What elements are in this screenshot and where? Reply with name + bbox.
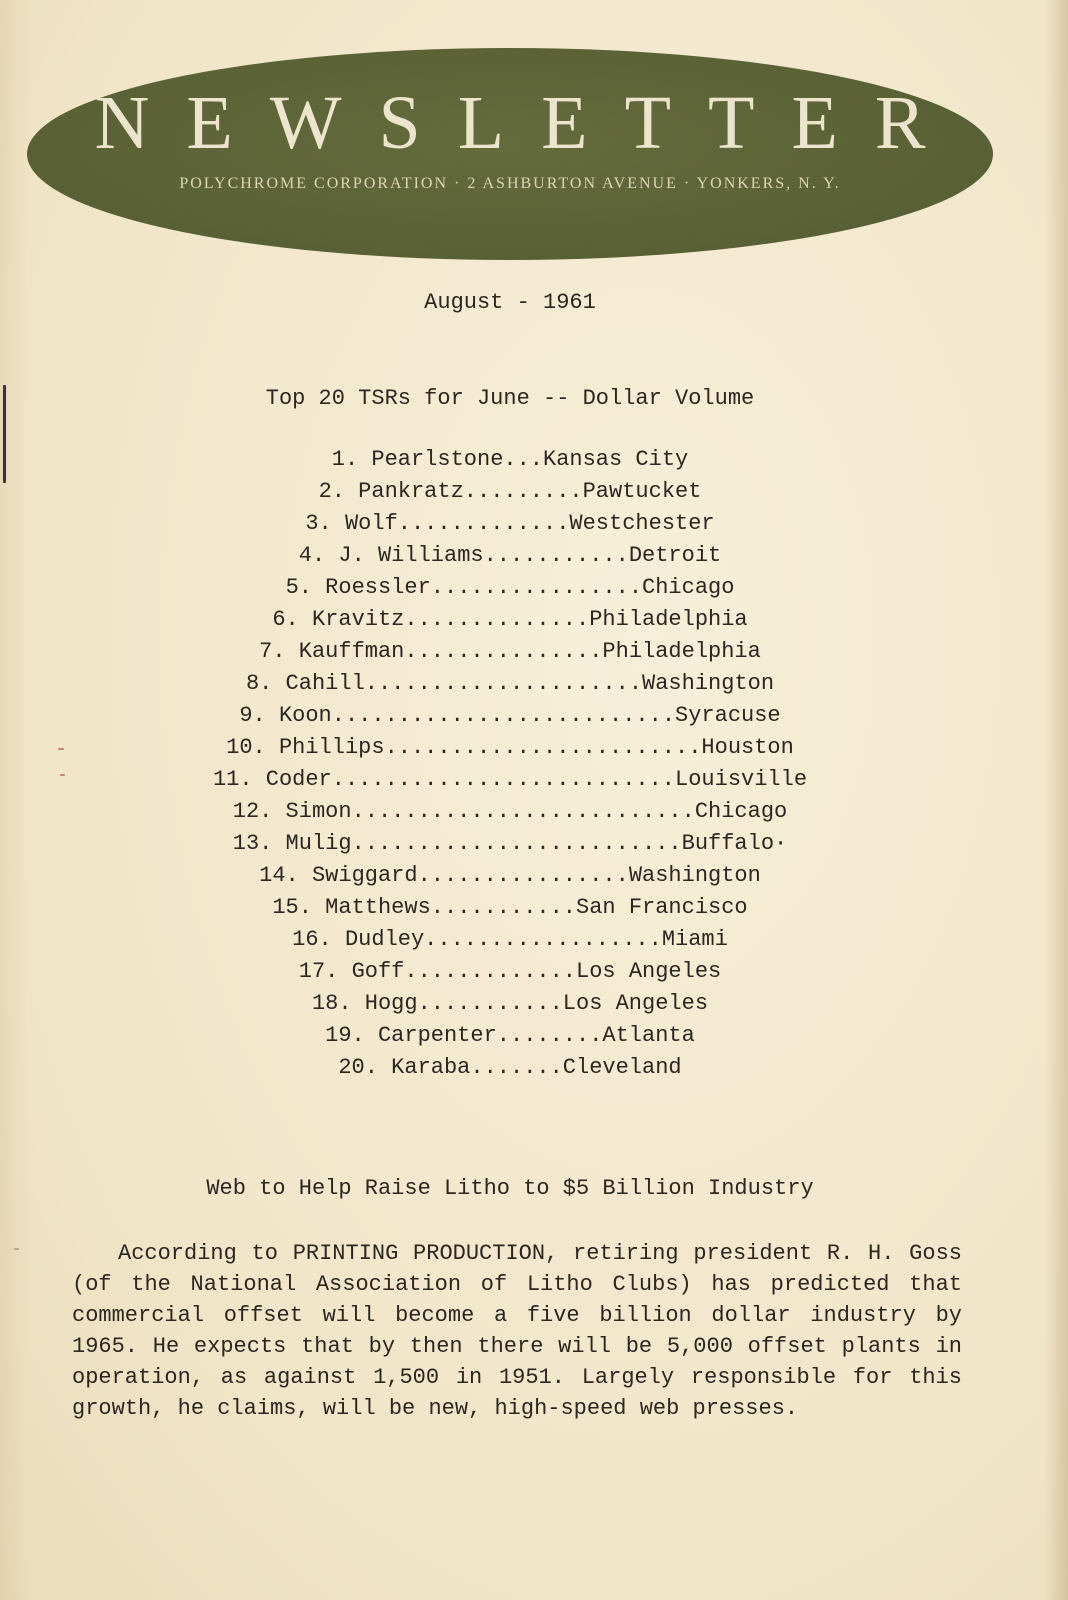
paper-speck (14, 1248, 19, 1250)
ranking-entry: 10. Phillips........................Houston (226, 735, 794, 760)
ranking-list (0, 444, 1020, 1084)
paper-speck (60, 774, 65, 776)
ranking-entry: 16. Dudley..................Miami (292, 927, 728, 952)
ranking-title: Top 20 TSRs for June -- Dollar Volume (265, 386, 755, 411)
ranking-entry: 18. Hogg...........Los Angeles (311, 991, 709, 1016)
ranking-entry: 15. Matthews...........San Francisco (272, 895, 748, 920)
ranking-entry: 20. Karaba.......Cleveland (338, 1055, 682, 1080)
masthead-title: NEWSLETTER (94, 81, 963, 165)
ranking-entry: 11. Coder..........................Louisville (212, 767, 808, 792)
ranking-entry: 3. Wolf.............Westchester (305, 511, 715, 536)
ranking-entry: 9. Koon..........................Syracuse (239, 703, 781, 728)
paper-speck (58, 748, 64, 750)
ranking-entry: 5. Roessler................Chicago (285, 575, 735, 600)
ranking-entry: 1. Pearlstone...Kansas City (331, 447, 689, 472)
ranking-entry: 12. Simon..........................Chicago (232, 799, 788, 824)
ranking-entry: 4. J. Williams...........Detroit (298, 543, 722, 568)
ranking-entry: 6. Kravitz..............Philadelphia (272, 607, 748, 632)
article-body: According to PRINTING PRODUCTION, retiring president R. H. Goss (of the National Association of Litho Clubs) has predicted that commercial offset will become a five billion dollar industry by 1965. He expects that by then there will be 5,000 offset plants in operation, as against 1,500 in 1951. Largely responsible for this growth, he claims, will be new, high-speed web presses. (72, 1241, 962, 1421)
ranking-entry: 8. Cahill.....................Washington (245, 671, 775, 696)
ranking-entry: 7. Kauffman...............Philadelphia (259, 639, 761, 664)
ranking-entry: 13. Mulig.........................Buffalo· (232, 831, 788, 856)
ranking-entry: 14. Swiggard................Washington (259, 863, 761, 888)
article-headline: Web to Help Raise Litho to $5 Billion Industry (206, 1176, 814, 1201)
masthead-address: POLYCHROME CORPORATION · 2 ASHBURTON AVENUE · YONKERS, N. Y. (179, 175, 841, 192)
ranking-entry: 19. Carpenter........Atlanta (325, 1023, 695, 1048)
issue-date: August - 1961 (424, 290, 596, 315)
ranking-entry: 17. Goff.............Los Angeles (298, 959, 722, 984)
ranking-entry: 2. Pankratz.........Pawtucket (318, 479, 702, 504)
